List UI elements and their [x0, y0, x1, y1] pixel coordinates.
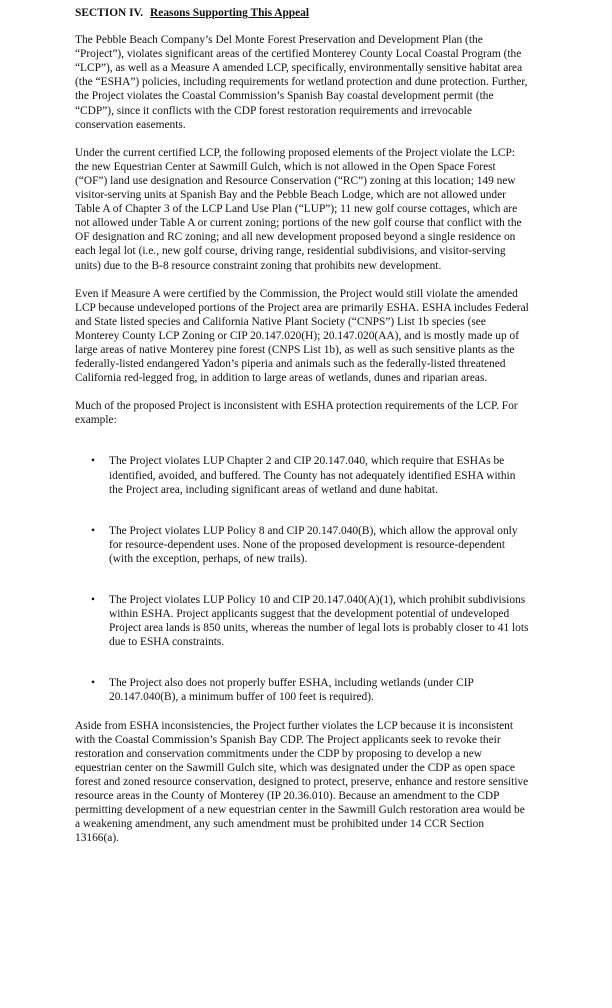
- paragraph-current-lcp: Under the current certified LCP, the following proposed elements of the Project violate the LCP: the new Equestrian Center at Sawmill Gulch, which is not allowed in the Open Space Forest (“OF”) land use designation and Resource Conservation (“RC”) zoning at this location; 149 new visitor-serving units at Spanish Bay and the Pebble Beach Lodge, which are not allowed under Table A of Chapter 3 of the LCP Land Use Plan (“LUP”); 11 new golf course cottages, which are not allowed under Table A or current zoning; portions of the new golf course that conflict with the OF designation and RC zoning; and all new development proposed beyond a single residence on each legal lot (i.e., new golf course, driving range, residential subdivisions, and visitor-serving units) due to the B-8 resource constraint zoning that prohibits new development.: [75, 146, 522, 272]
- list-item-text: The Project violates LUP Policy 10 and CIP 20.147.040(A)(1), which prohibit subdivisions within ESHA. Project applicants suggest that the development potential of undeveloped Project area lands is 850 units, whereas the number of legal lots is probably closer to 41 lots due to ESHA constraints.: [109, 594, 529, 649]
- paragraph-intro: The Pebble Beach Company’s Del Monte Forest Preservation and Development Plan (the “Project”), violates significant areas of the certified Monterey County Local Coastal Program (the “LCP”), as well as a Measure A amended LCP, specifically, environmentally sensitive habitat area (the “ESHA”) policies, including requirements for wetland protection and dune protection. Further, the Project violates the Coastal Commission’s Spanish Bay coastal development permit (the “CDP”), since it conflicts with the CDP forest restoration requirements and irrevocable conservation easements.: [75, 34, 528, 131]
- paragraph-measure-a: Even if Measure A were certified by the Commission, the Project would still violate the amended LCP because undeveloped portions of the Project area are primarily ESHA. ESHA includes Federal and State listed species and California Native Plant Society (“CNPS”) List 1b species (see Monterey County LCP Zoning or CIP 20.147.020(H); 20.147.020(AA), and is mostly made up of large areas of native Monterey pine forest (CNPS List 1b), as well as such sensitive plants as the federally-listed endangered Yadon’s piperia and animals such as the federally-listed threatened California red-legged frog, in addition to large areas of wetlands, dunes and riparian areas.: [75, 287, 529, 385]
- list-item-text: The Project violates LUP Chapter 2 and CIP 20.147.040, which require that ESHAs be identified, avoided, and buffered. The County has not adequately identified ESHA within the Project area, including significant areas of wetland and dune habitat.: [109, 455, 516, 496]
- paragraph-esha-intro: Much of the proposed Project is inconsistent with ESHA protection requirements of the LCP. For example:: [75, 400, 518, 427]
- list-item: [75, 524, 530, 566]
- section-title: Reasons Supporting This Appeal: [150, 7, 310, 19]
- section-heading: [75, 6, 530, 20]
- bullet-icon: •: [91, 677, 95, 690]
- bullet-icon: •: [91, 594, 95, 606]
- bullet-icon: •: [91, 455, 95, 468]
- list-item-text: The Project violates LUP Policy 8 and CIP 20.147.040(B), which allow the approval only for resource-dependent uses. None of the proposed development is resource-dependent (with the exception, perhaps, of new trails).: [109, 524, 518, 565]
- section-number: SECTION IV.: [75, 7, 144, 19]
- esha-violations-list: [75, 454, 530, 704]
- list-item: [75, 454, 530, 496]
- paragraph-cdp-inconsistency: Aside from ESHA inconsistencies, the Project further violates the LCP because it is inconsistent with the Coastal Commission’s Spanish Bay CDP. The Project applicants seek to revoke their restoration and conservation commitments under the CDP by proposing to develop a new equestrian center on the Sawmill Gulch site, which was designated under the CDP as open space forest and zoned resource conservation, designed to protect, preserve, enhance and restore sensitive resource areas in the County of Monterey (IP 20.36.010). Because an amendment to the CDP permitting development of a new equestrian center in the Sawmill Gulch restoration area would be a weakening amendment, any such amendment must be prohibited under 14 CCR Section 13166(a).: [75, 719, 529, 845]
- document-page: [75, 6, 530, 859]
- list-item-text: The Project also does not properly buffer ESHA, including wetlands (under CIP 20.147.040(B), a minimum buffer of 100 feet is required).: [109, 677, 474, 704]
- bullet-icon: •: [91, 524, 95, 537]
- list-item: [75, 593, 530, 649]
- list-item: [75, 676, 530, 704]
